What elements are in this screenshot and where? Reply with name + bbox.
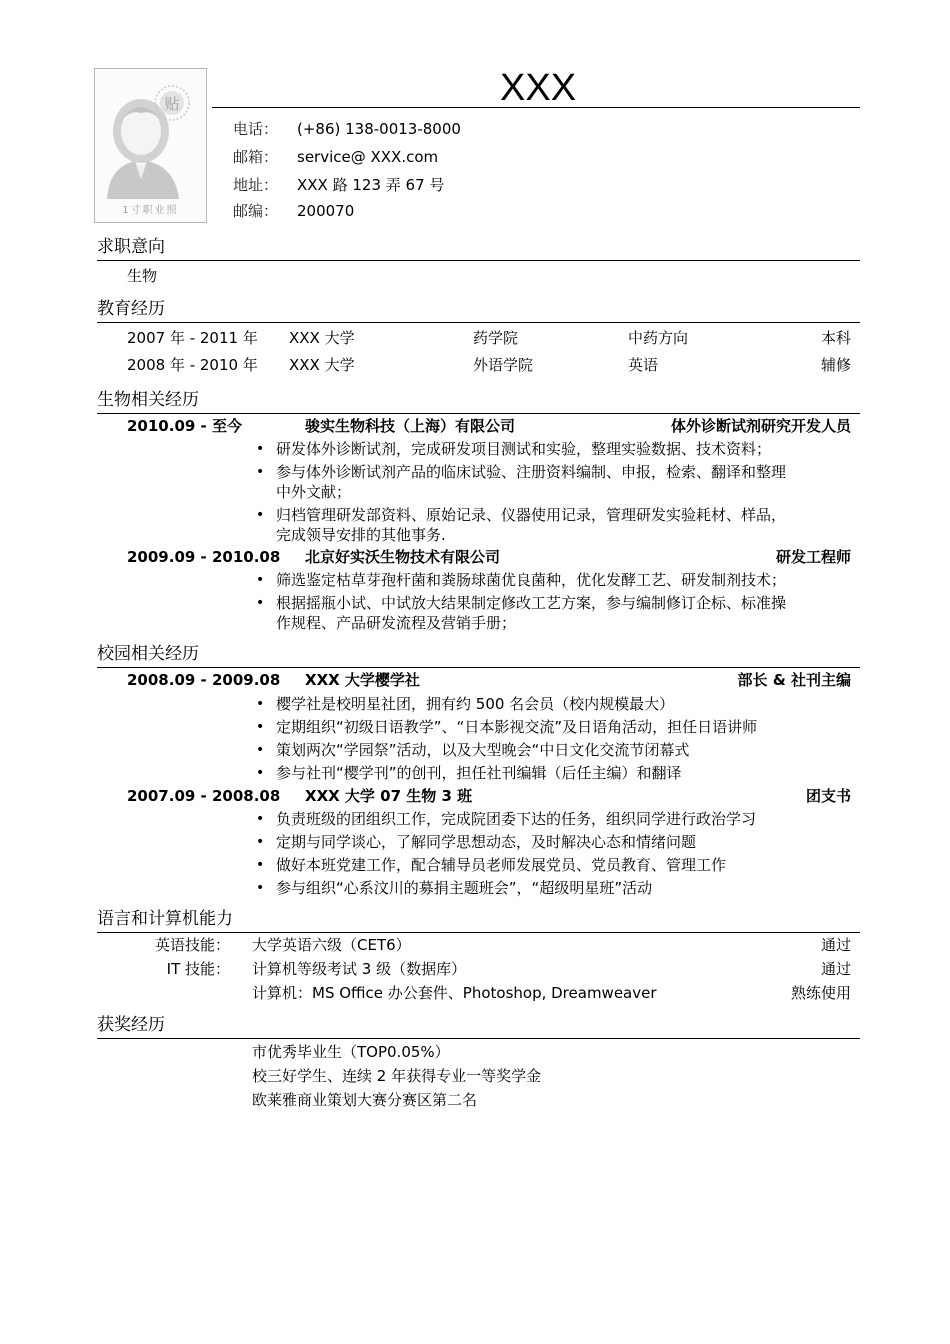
job-period: 2009.09 - 2010.08 (127, 548, 281, 566)
job-role: 研发工程师 (775, 548, 851, 566)
header-divider (212, 107, 860, 108)
contact-email (233, 147, 438, 167)
edu-degree: 辅修 (820, 356, 851, 374)
section-divider (97, 322, 860, 323)
contact-value: 200070 (297, 202, 355, 220)
contact-address (233, 175, 444, 195)
edu-school: XXX 大学 (289, 356, 355, 374)
bullet-text-cont: 中外文献； (276, 483, 352, 501)
section-divider (97, 260, 860, 261)
bullet-text: 策划两次“学园祭”活动，以及大型晚会“中日文化交流节闭幕式 (276, 741, 690, 759)
section-divider (97, 1038, 860, 1039)
skill-value: 计算机等级考试 3 级（数据库） (252, 960, 467, 978)
edu-major: 英语 (628, 356, 659, 374)
job-company: 北京好实沃生物技术有限公司 (305, 548, 501, 566)
section-divider (97, 413, 860, 414)
skill-label: IT 技能： (166, 960, 230, 978)
edu-college: 外语学院 (473, 356, 534, 374)
section-title-awards: 获奖经历 (97, 1015, 165, 1035)
contact-postcode (233, 201, 354, 221)
job-company: 骏实生物科技（上海）有限公司 (305, 417, 516, 435)
section-title-skills: 语言和计算机能力 (97, 909, 233, 929)
bullet: • (256, 507, 265, 523)
bullet-text: 研发体外诊断试剂，完成研发项目测试和实验，整理实验数据、技术资料； (276, 440, 772, 458)
skill-value: 大学英语六级（CET6） (252, 936, 411, 954)
bullet-text: 根据摇瓶小试、中试放大结果制定修改工艺方案，参与编制修订企标、标准操 (276, 594, 787, 612)
skill-level: 通过 (820, 936, 851, 954)
section-divider (97, 667, 860, 668)
job-period: 2010.09 - 至今 (127, 417, 242, 435)
bullet-text: 定期与同学谈心，了解同学思想动态，及时解决心态和情绪问题 (276, 833, 697, 851)
job-org: XXX 大学 07 生物 3 班 (305, 787, 473, 805)
bullet-text: 负责班级的团组织工作，完成院团委下达的任务，组织同学进行政治学习 (276, 810, 757, 828)
bullet-text: 定期组织“初级日语教学”、“日本影视交流”及日语角活动，担任日语讲师 (276, 718, 758, 736)
candidate-name: XXX (500, 67, 577, 109)
contact-value[interactable]: service@ XXX.com (297, 148, 439, 166)
award-item: 欧莱雅商业策划大赛分赛区第二名 (252, 1091, 478, 1109)
job-role: 团支书 (805, 787, 851, 805)
bullet: • (256, 811, 265, 827)
bullet: • (256, 765, 265, 781)
section-title-objective: 求职意向 (97, 237, 165, 257)
edu-period: 2007 年 - 2011 年 (127, 329, 258, 347)
bullet: • (256, 441, 265, 457)
bullet-text: 樱学社是校明星社团，拥有约 500 名会员（校内规模最大） (276, 695, 675, 713)
section-title-bio: 生物相关经历 (97, 390, 199, 410)
contact-label: 邮编： (233, 202, 279, 220)
bullet: • (256, 696, 265, 712)
photo-placeholder (94, 68, 207, 223)
bullet-text-cont: 完成领导安排的其他事务. (276, 526, 446, 544)
job-org: XXX 大学樱学社 (305, 671, 420, 689)
bullet-text: 归档管理研发部资料、原始记录、仪器使用记录，管理研发实验耗材、样品， (276, 506, 787, 524)
edu-degree: 本科 (820, 329, 851, 347)
contact-label: 邮箱： (233, 148, 279, 166)
bullet: • (256, 742, 265, 758)
award-item: 市优秀毕业生（TOP0.05%） (252, 1043, 450, 1061)
photo-stamp: 贴 (164, 95, 180, 113)
objective-value: 生物 (127, 267, 158, 285)
bullet-text: 参与组织“心系汶川的募捐主题班会”，“超级明星班”活动 (276, 879, 653, 897)
skill-value: 计算机：MS Office 办公套件、Photoshop, Dreamweaver (252, 984, 657, 1002)
skill-label: 英语技能： (154, 936, 230, 954)
job-role: 部长 & 社刊主编 (737, 671, 851, 689)
bullet-text: 参与体外诊断试剂产品的临床试验、注册资料编制、申报，检索、翻译和整理 (276, 463, 787, 481)
photo-caption: 1寸职业照 (122, 205, 179, 216)
bullet: • (256, 572, 265, 588)
edu-major: 中药方向 (628, 329, 689, 347)
section-title-education: 教育经历 (97, 299, 165, 319)
award-item: 校三好学生、连续 2 年获得专业一等奖学金 (252, 1067, 542, 1085)
contact-phone (233, 119, 461, 139)
bullet-text: 筛选鉴定枯草芽孢杆菌和粪肠球菌优良菌种，优化发酵工艺、研发制剂技术； (276, 571, 787, 589)
edu-period: 2008 年 - 2010 年 (127, 356, 258, 374)
contact-value: XXX 路 123 弄 67 号 (297, 176, 445, 194)
bullet: • (256, 464, 265, 480)
section-title-campus: 校园相关经历 (97, 644, 199, 664)
edu-school: XXX 大学 (289, 329, 355, 347)
person-silhouette-icon (95, 69, 206, 222)
job-role: 体外诊断试剂研究开发人员 (670, 417, 851, 435)
contact-label: 电话： (233, 120, 279, 138)
bullet-text: 参与社刊“樱学刊”的创刊，担任社刊编辑（后任主编）和翻译 (276, 764, 682, 782)
contact-value: (+86) 138-0013-8000 (297, 120, 461, 138)
bullet: • (256, 834, 265, 850)
bullet: • (256, 857, 265, 873)
bullet-text: 做好本班党建工作，配合辅导员老师发展党员、党员教育、管理工作 (276, 856, 727, 874)
job-period: 2007.09 - 2008.08 (127, 787, 281, 805)
contact-label: 地址： (233, 176, 279, 194)
section-divider (97, 932, 860, 933)
bullet: • (256, 719, 265, 735)
skill-level: 通过 (820, 960, 851, 978)
job-period: 2008.09 - 2009.08 (127, 671, 281, 689)
skill-level: 熟练使用 (790, 984, 851, 1002)
bullet-text-cont: 作规程、产品研发流程及营销手册； (276, 614, 517, 632)
bullet: • (256, 880, 265, 896)
bullet: • (256, 595, 265, 611)
edu-college: 药学院 (473, 329, 519, 347)
